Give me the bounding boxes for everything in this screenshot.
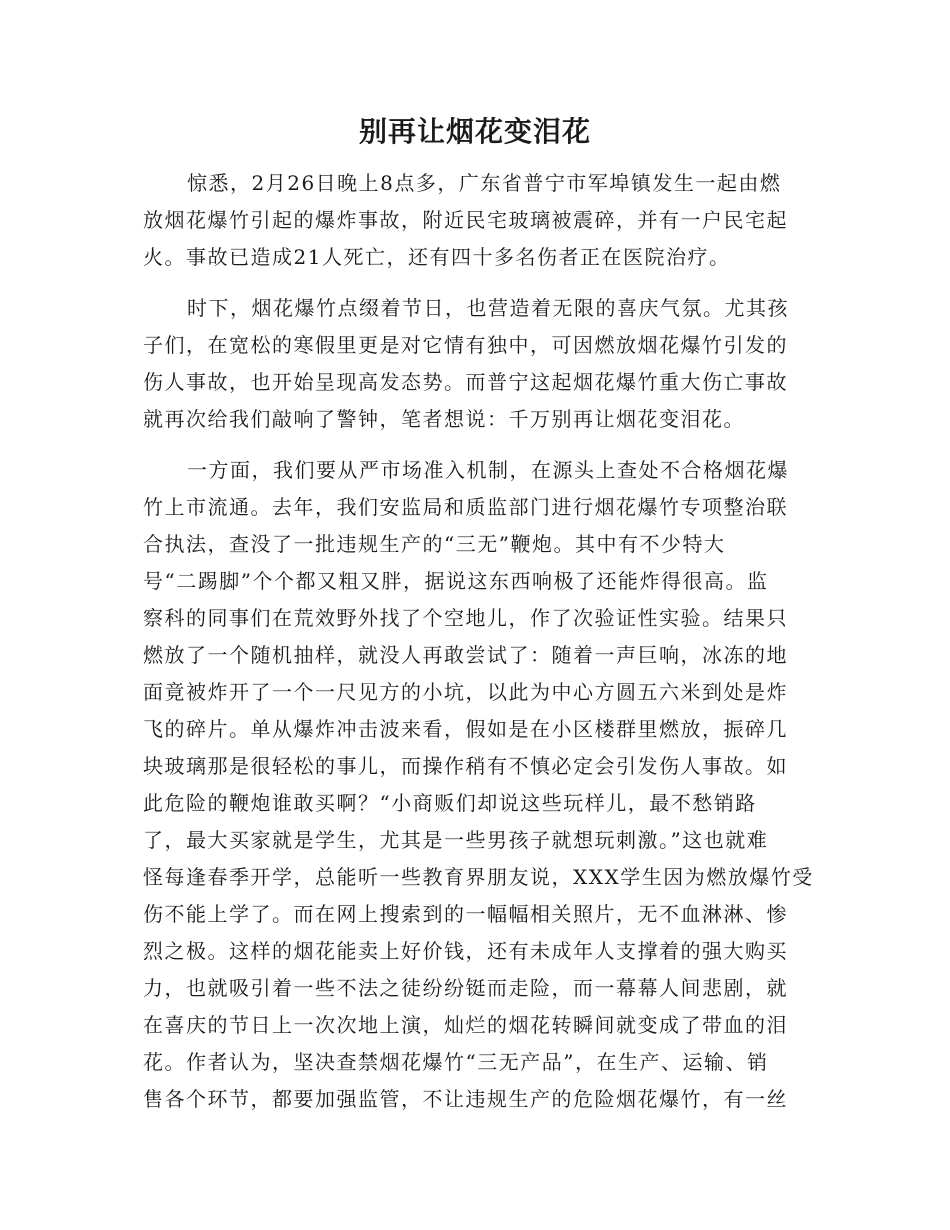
paragraph-line: 伤不能上学了。而在网上搜索到的一幅幅相关照片，无不血淋淋、惨	[143, 902, 788, 926]
paragraph-line: 在喜庆的节日上一次次地上演，灿烂的烟花转瞬间就变成了带血的泪	[143, 1013, 788, 1037]
paragraph-line: 子们，在宽松的寒假里更是对它情有独中，可因燃放烟花爆竹引发的	[143, 333, 788, 357]
paragraph-line: 烈之极。这样的烟花能卖上好价钱，还有未成年人支撑着的强大购买	[143, 939, 788, 963]
paragraph-line: 惊悉，2月26日晚上8点多，广东省普宁市军埠镇发生一起由燃	[187, 171, 782, 195]
paragraph-line: 时下，烟花爆竹点缀着节日，也营造着无限的喜庆气氛。尤其孩	[187, 296, 789, 320]
paragraph-line: 花。作者认为，坚决查禁烟花爆竹“三无产品”，在生产、运输、销	[143, 1050, 769, 1074]
paragraph-line: 燃放了一个随机抽样，就没人再敢尝试了：随着一声巨响，冰冻的地	[143, 643, 788, 667]
paragraph-line: 力，也就吸引着一些不法之徒纷纷铤而走险，而一幕幕人间悲剧，就	[143, 976, 788, 1000]
paragraph-line: 放烟花爆竹引起的爆炸事故，附近民宅玻璃被震碎，并有一户民宅起	[143, 208, 788, 232]
paragraph-line: 了，最大买家就是学生，尤其是一些男孩子就想玩刺激。”这也就难	[143, 828, 769, 852]
paragraph-line: 售各个环节，都要加强监管，不让违规生产的危险烟花爆竹，有一丝	[143, 1087, 788, 1111]
paragraph-line: 察科的同事们在荒效野外找了个空地儿，作了次验证性实验。结果只	[143, 606, 788, 630]
paragraph-line: 就再次给我们敲响了警钟，笔者想说：千万别再让烟花变泪花。	[143, 407, 745, 431]
paragraph-line: 一方面，我们要从严市场准入机制，在源头上查处不合格烟花爆	[187, 458, 789, 482]
paragraph-line: 面竟被炸开了一个一尺见方的小坑，以此为中心方圆五六米到处是炸	[143, 680, 788, 704]
paragraph-line: 块玻璃那是很轻松的事儿，而操作稍有不慎必定会引发伤人事故。如	[143, 754, 788, 778]
paragraph-line: 火。事故已造成21人死亡，还有四十多名伤者正在医院治疗。	[143, 245, 731, 269]
paragraph-line: 号“二踢脚”个个都又粗又胖，据说这东西响极了还能炸得很高。监	[143, 569, 769, 593]
paragraph-line: 怪每逢春季开学，总能听一些教育界朋友说，XXX学生因为燃放爆竹受	[143, 865, 814, 889]
document-title: 别再让烟花变泪花	[358, 115, 591, 148]
paragraph-line: 竹上市流通。去年，我们安监局和质监部门进行烟花爆竹专项整治联	[143, 495, 788, 519]
paragraph-line: 伤人事故，也开始呈现高发态势。而普宁这起烟花爆竹重大伤亡事故	[143, 370, 788, 394]
paragraph-line: 此危险的鞭炮谁敢买啊？“小商贩们却说这些玩样儿，最不愁销路	[143, 791, 757, 815]
paragraph-line: 飞的碎片。单从爆炸冲击波来看，假如是在小区楼群里燃放，振碎几	[143, 717, 788, 741]
paragraph-line: 合执法，查没了一批违规生产的“三无”鞭炮。其中有不少特大	[143, 532, 726, 556]
